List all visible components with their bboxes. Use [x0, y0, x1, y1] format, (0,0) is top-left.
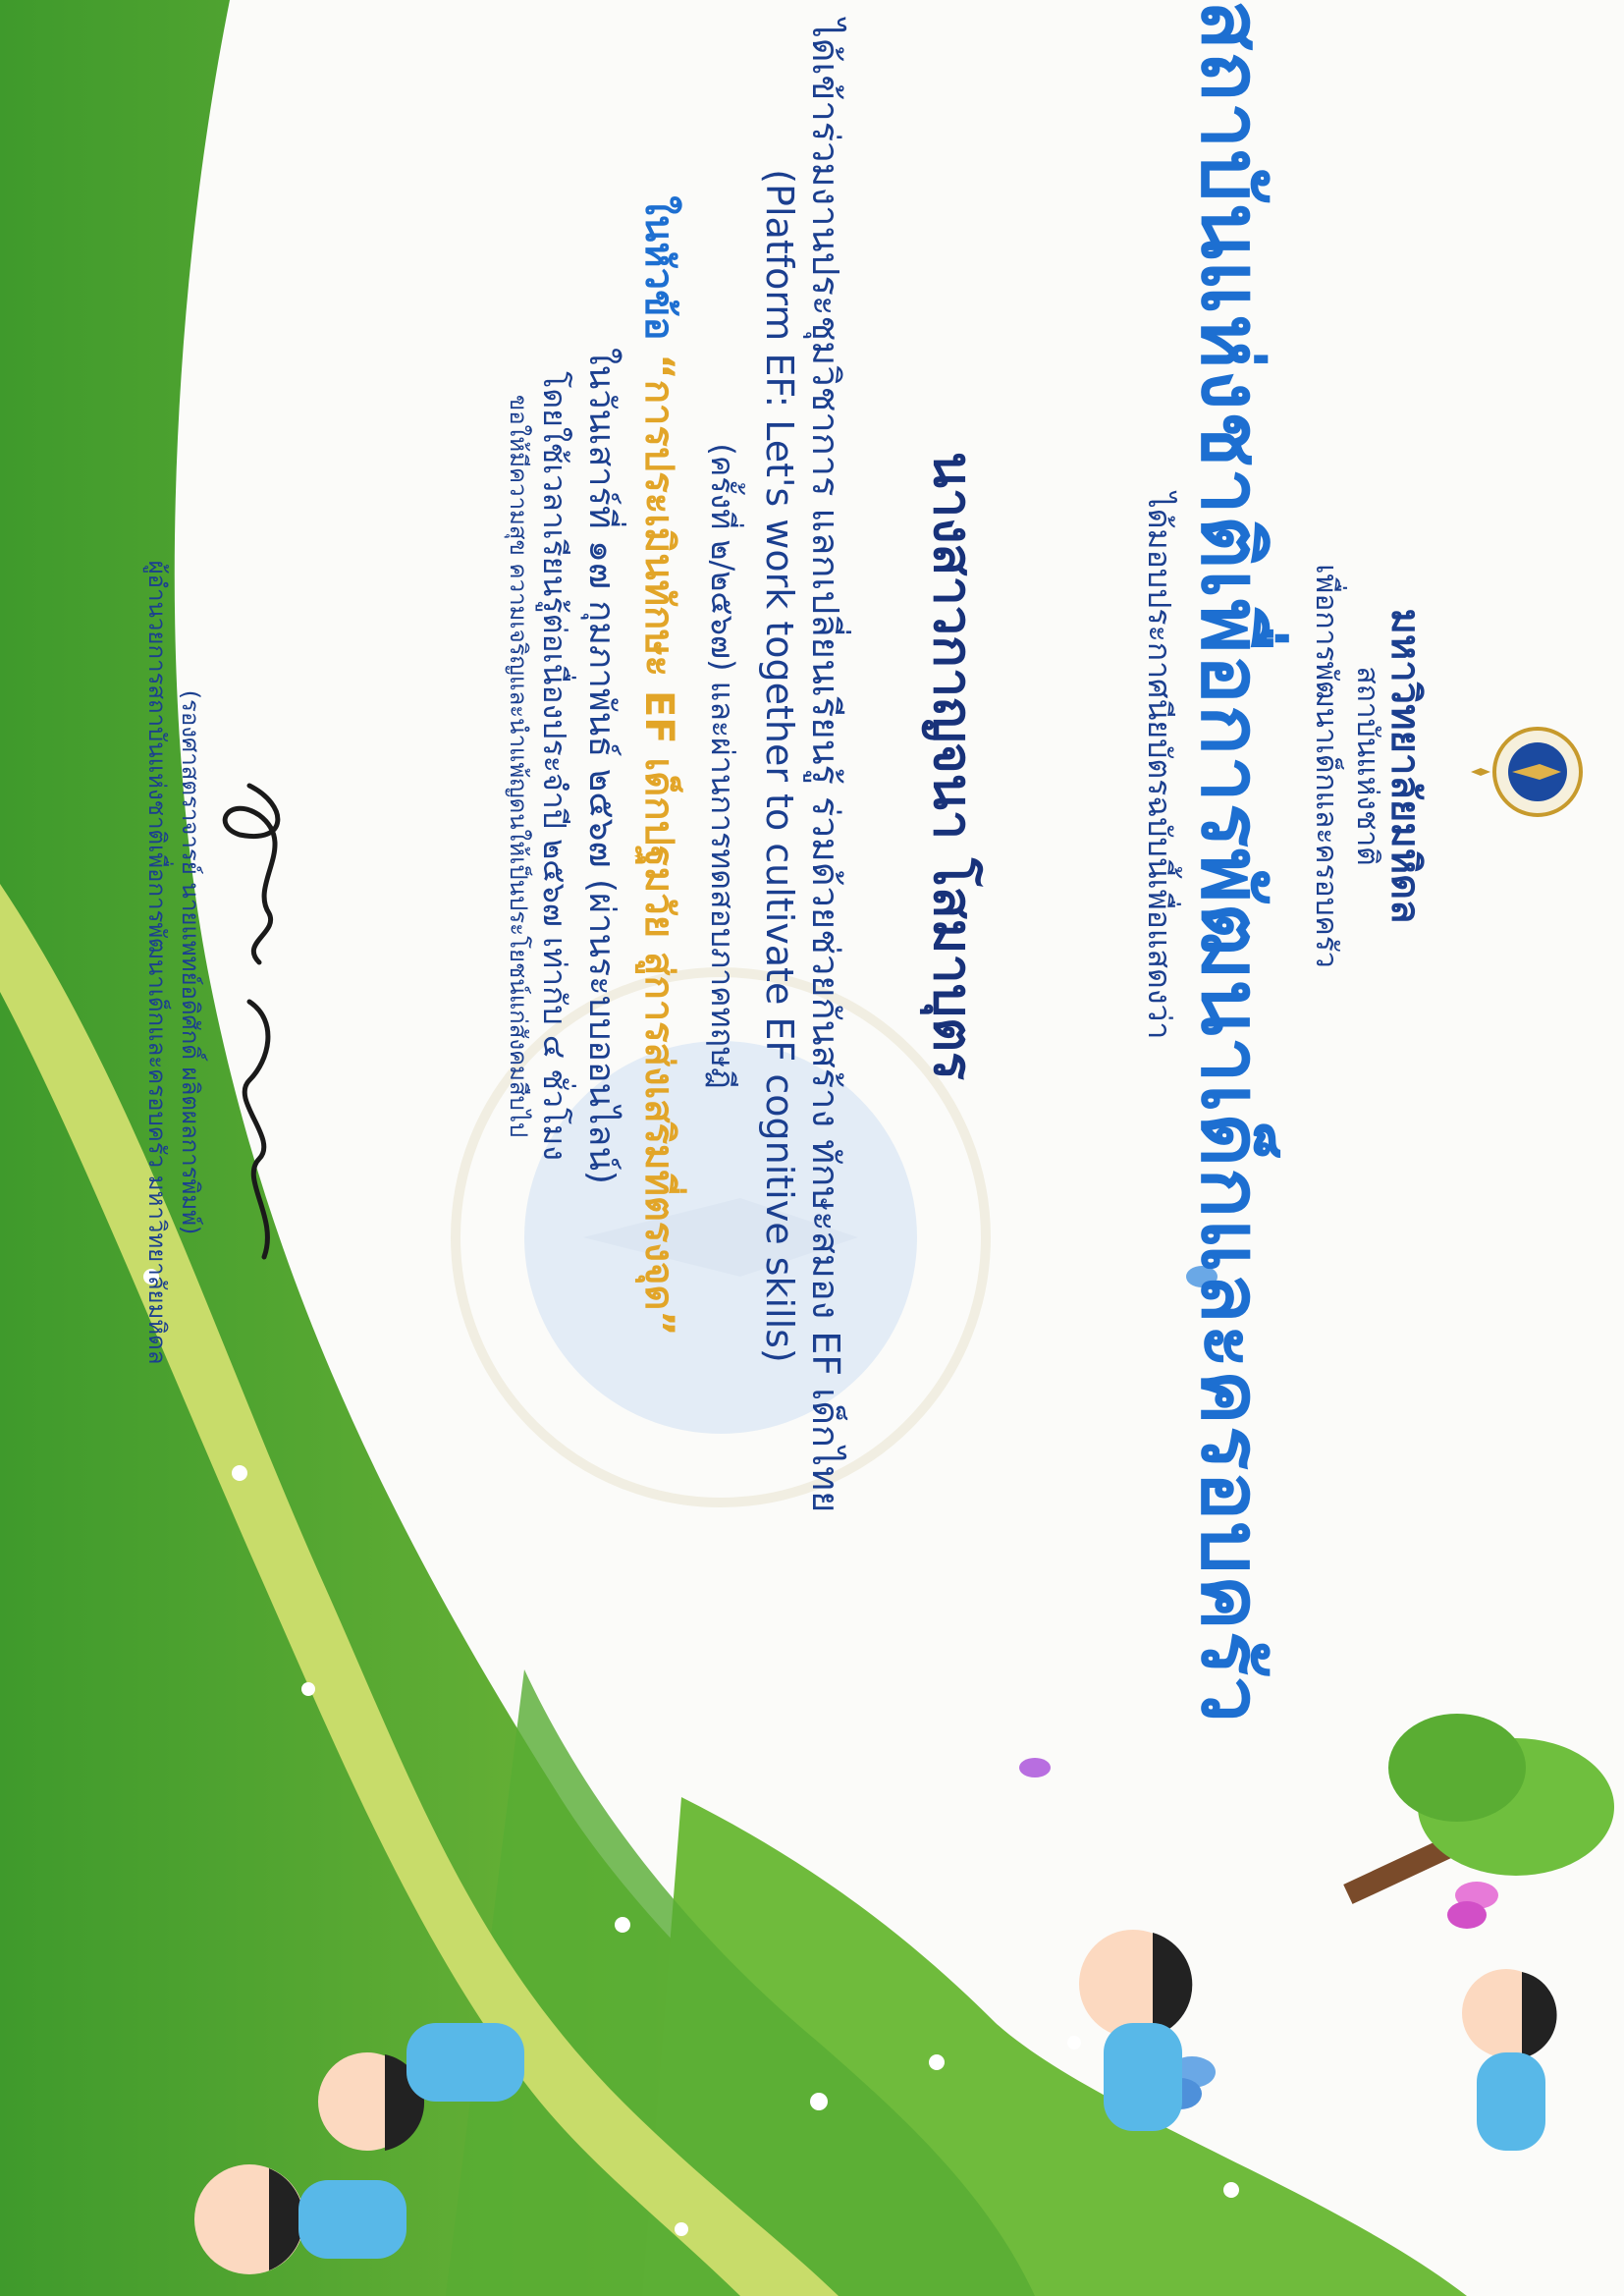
institute-line-2: เพื่อการพัฒนาเด็กและครอบครัว	[1309, 564, 1343, 968]
tree-icon	[1343, 1714, 1614, 1904]
wish-line: ขอให้มีความสุข ความเจริญและนำแพ้ญดนให้เป็นประโยชน์แก่สังคมสืบไป	[505, 394, 532, 1138]
body-line-3: (ครั้งที่ ๒/๒๕๖๗) และผ่านการทดสอบภาคทฤษฎี	[704, 443, 741, 1089]
topic-title: “การประเมินทักษะ EF เด็กปฐมวัย สู่การส่งเสริมที่ตรงจุด”	[636, 354, 681, 1337]
date-line: ในวันเสาร์ที่ ๑๗ กุมภาพันธ์ ๒๕๖๗ (ผ่านระบบออนไลน์)	[581, 348, 622, 1184]
topic-prefix: ในหัวข้อ	[636, 195, 681, 341]
institute-title: สถาบันแห่งชาติเพื่อการพัฒนาเด็กและครอบครัว	[1183, 0, 1279, 1724]
body-line-2: (Platform EF: Let's work together to cultivate EF cognitive skills)	[758, 169, 801, 1363]
university-name: มหาวิทยาลัยมหิดล	[1382, 608, 1428, 924]
signature-icon	[200, 766, 318, 1277]
grant-statement: ได้มอบประกาศนียบัตรฉบับนี้เพื่อแสดงว่า	[1141, 492, 1178, 1040]
hours-line: โดยใช้เวลาเรียนรู้ต่อเนื่องประจำปี ๒๕๖๗ เท่ากับ ๔ ชั่วโมง	[536, 371, 573, 1161]
university-seal-icon	[1469, 727, 1597, 817]
topic-line	[628, 0, 691, 1532]
recipient-name: นางสาวกาญจนา โสมาบุตร	[922, 451, 984, 1081]
institute-line-1: สถาบันแห่งชาติ	[1350, 666, 1384, 866]
signer-name: (รองศาสตราจารย์ นายแพทย์อดิศักดิ์ ผลิตผลการพิมพ์)	[177, 689, 204, 1235]
body-line-1: ได้เข้าร่วมงานประชุมวิชาการ แลกเปลี่ยนเรียนรู้ ร่วมด้วยช่วยกันสร้าง ทักษะสมอง EF เด็กไทย	[804, 19, 847, 1513]
signer-position: ผู้อำนวยการสถาบันแห่งชาติเพื่อการพัฒนาเด็กและครอบครัว มหาวิทยาลัยมหิดล	[143, 560, 171, 1365]
